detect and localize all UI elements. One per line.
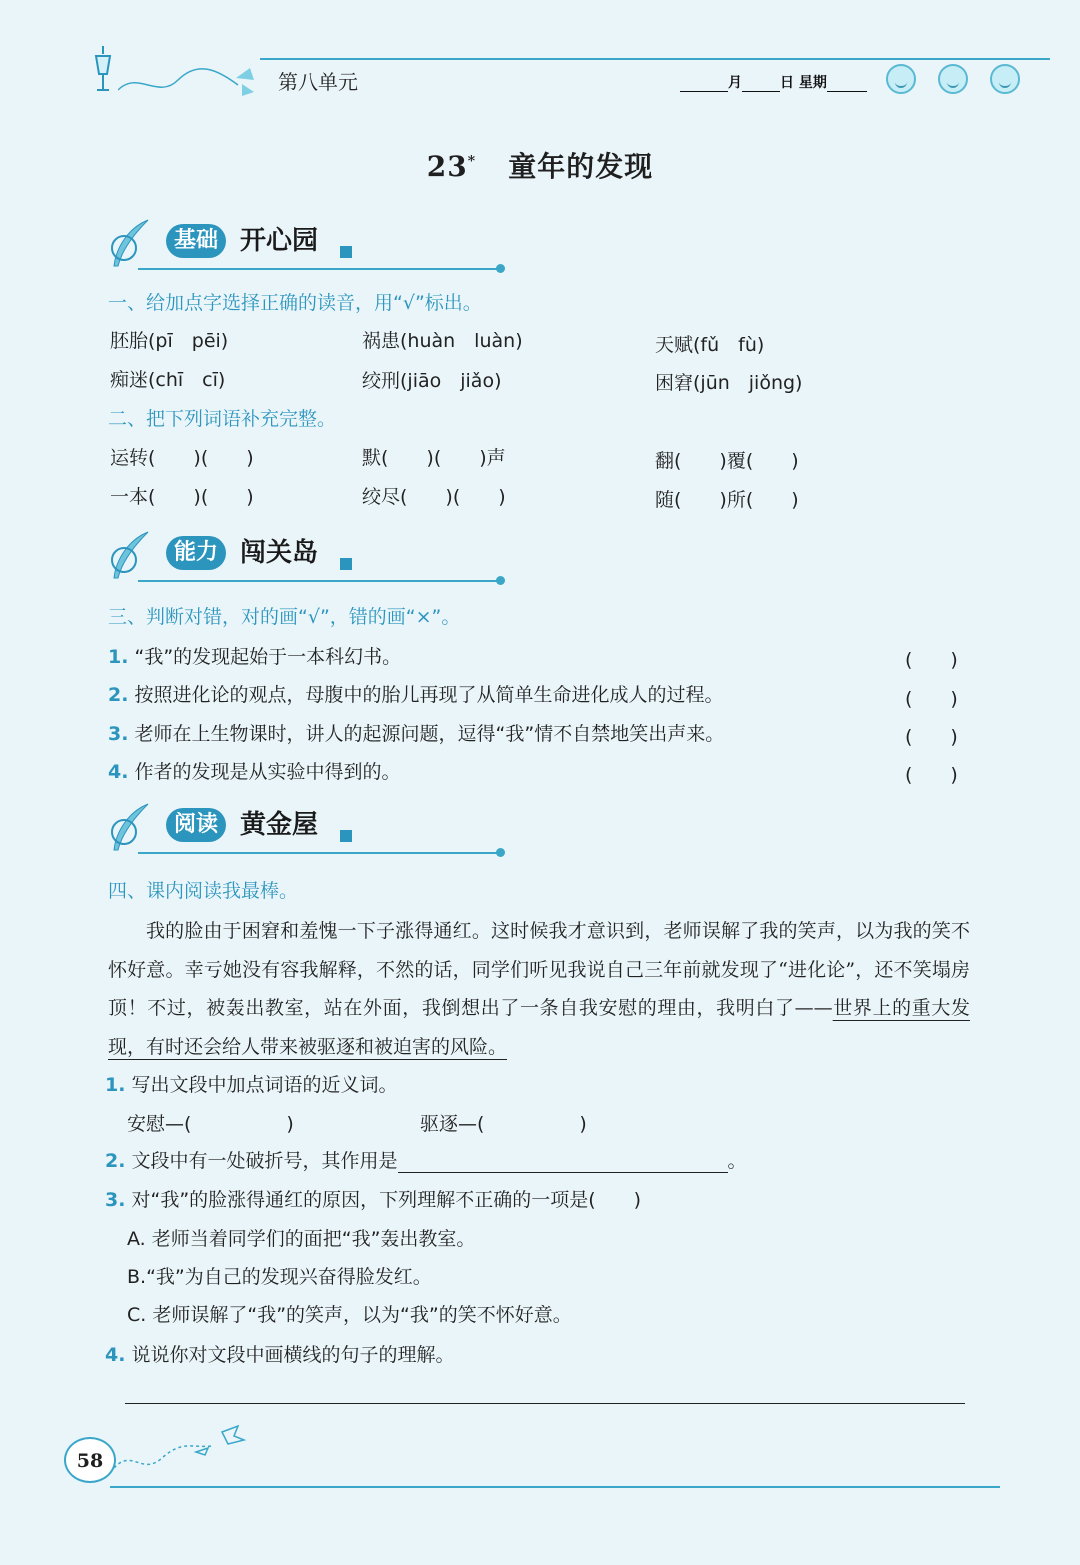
section-pill: 阅读 [166, 808, 226, 842]
q1-item[interactable]: 绞刑(jiāo jiǎo) [362, 370, 502, 392]
footer-rule [110, 1486, 1000, 1488]
q4-sub4: 4. 说说你对文段中画横线的句子的理解。 [105, 1344, 455, 1366]
quill-icon [108, 802, 154, 852]
section-pill: 能力 [166, 536, 226, 570]
q2-heading: 二、把下列词语补充完整。 [108, 408, 337, 430]
q3-statement: 4. 作者的发现是从实验中得到的。 [108, 761, 401, 783]
page-number: 58 [64, 1437, 116, 1483]
unit-label: 第八单元 [278, 70, 358, 94]
section-title: 黄金屋 [240, 810, 319, 840]
q3-statement: 1. “我”的发现起始于一本科幻书。 [108, 646, 402, 668]
header-rule [260, 58, 1050, 60]
option-c[interactable]: C. 老师误解了“我”的笑声，以为“我”的笑不怀好意。 [127, 1304, 572, 1326]
answer-paren[interactable]: ( ) [905, 688, 958, 710]
q3-statement: 2. 按照进化论的观点，母腹中的胎儿再现了从简单生命进化成人的过程。 [108, 684, 724, 706]
underlined-sentence: 世界上的重大发现，有时还会给人带来被驱逐和被迫害的风险。 [108, 997, 970, 1058]
q2-item[interactable]: 翻( )覆( ) [655, 450, 799, 472]
quill-icon [108, 218, 154, 268]
q2-item[interactable]: 绞尽( )( ) [362, 486, 506, 508]
lamp-icon [88, 44, 118, 94]
q4-heading: 四、课内阅读我最棒。 [108, 880, 299, 902]
q1-item[interactable]: 祸患(huàn luàn) [362, 330, 523, 352]
date-fields [680, 72, 867, 92]
q2-item[interactable]: 一本( )( ) [110, 486, 254, 508]
answer-paren[interactable]: ( ) [905, 764, 958, 786]
answer-line[interactable] [125, 1403, 965, 1404]
answer-paren[interactable]: ( ) [905, 649, 958, 671]
q1-item[interactable]: 困窘(jūn jiǒng) [655, 372, 803, 394]
lesson-title: 23* 童年的发现 [426, 150, 654, 183]
bird-doodle-icon [112, 1418, 262, 1478]
synonym-blank-anwei[interactable]: 安慰—( ) [127, 1113, 294, 1135]
month-label: 月 [728, 75, 742, 91]
section-banner-ability [108, 524, 508, 584]
q3-heading: 三、判断对错，对的画“√”，错的画“×”。 [108, 606, 461, 628]
section-pill: 基础 [166, 224, 226, 258]
option-a[interactable]: A. 老师当着同学们的面把“我”轰出教室。 [127, 1228, 476, 1250]
q4-sub1: 1. 写出文段中加点词语的近义词。 [105, 1074, 398, 1096]
section-title: 闯关岛 [240, 538, 319, 568]
section-banner-reading [108, 796, 508, 856]
dash-function-blank[interactable] [398, 1155, 728, 1173]
weekday-label: 星期 [798, 75, 827, 91]
reading-passage: 我的脸由于困窘和羞愧一下子涨得通红。这时候我才意识到，老师误解了我的笑声，以为我的笑不怀好意。幸亏她没有容我解释，不然的话，同学们听见我说自己三年前就发现了“进化论”，还不笑塌房顶！不过，被轰出教室，站在外面，我倒想出了一条自我安慰的理由，我明白了——世界上的重大发现，有时还会给人带来被驱逐和被迫害的风险。 [108, 920, 970, 1058]
q1-item[interactable]: 痴迷(chī cī) [110, 369, 226, 391]
section-title: 开心园 [240, 226, 319, 256]
q3-statement: 3. 老师在上生物课时，讲人的起源问题，逗得“我”情不自禁地笑出声来。 [108, 723, 725, 745]
q2-item[interactable]: 运转( )( ) [110, 447, 254, 469]
q4-sub2: 2. 文段中有一处破折号，其作用是 。 [105, 1150, 747, 1172]
q1-item[interactable]: 天赋(fǔ fù) [655, 334, 765, 356]
section-banner-basics [108, 212, 508, 272]
q4-sub3: 3. 对“我”的脸涨得通红的原因，下列理解不正确的一项是( ) [105, 1189, 642, 1211]
q2-item[interactable]: 默( )( )声 [362, 447, 506, 469]
quill-icon [108, 530, 154, 580]
laughing-face-icon[interactable] [990, 64, 1020, 94]
option-b[interactable]: B.“我”为自己的发现兴奋得脸发红。 [127, 1266, 432, 1288]
q2-item[interactable]: 随( )所( ) [655, 489, 799, 511]
q1-heading: 一、给加点字选择正确的读音，用“√”标出。 [108, 292, 482, 314]
answer-paren[interactable]: ( ) [905, 726, 958, 748]
smiley-face-icon[interactable] [886, 64, 916, 94]
q1-item[interactable]: 胚胎(pī pēi) [110, 330, 229, 352]
neutral-face-icon[interactable] [938, 64, 968, 94]
day-label: 日 [780, 75, 794, 91]
synonym-blank-quzhu[interactable]: 驱逐—( ) [420, 1113, 587, 1135]
vine-decoration-icon [118, 60, 268, 100]
